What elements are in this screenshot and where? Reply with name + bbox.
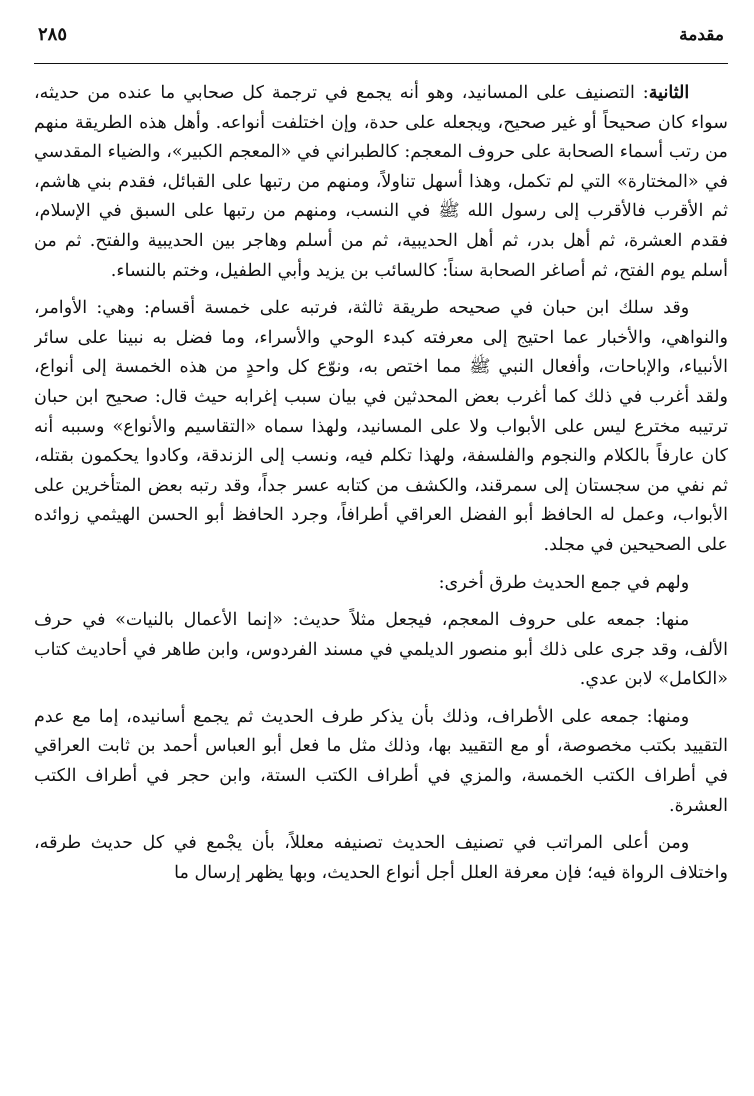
page-number: ٢٨٥ (38, 24, 68, 45)
paragraph-lead: الثانية (648, 82, 690, 103)
paragraph: وقد سلك ابن حبان في صحيحه طريقة ثالثة، فرتبه على خمسة أقسام: وهي: الأوامر، والنواهي، والأخبار عما احتيج إلى معرفته كبدء الوحي والأسراء، وما فضل به نبينا على سائر الأنبياء، والإباحات، وأفعال النبي ﷺ مما اختص به، ونوّع كل واحدٍ من هذه الخمسة إلى أنواع، ولقد أغرب في ذلك كما أغرب بعض المحدثين في بيان سبب إغرابه حيث قال: صحيح ابن حبان ترتيبه مخترع ليس على الأبواب ولا على المسانيد، ولهذا سماه «التقاسيم والأنواع» وسببه أنه كان عارفاً بالكلام والنجوم والفلسفة، ولهذا تكلم فيه، ونسب إلى الزندقة، وكادوا يحكمون بقتله، ثم نفي من سجستان إلى سمرقند، والكشف من كتابه عسر جداً، وقد رتبه بعض المتأخرين على الأبواب، وعمل له الحافظ أبو الفضل العراقي أطرافاً، وجرد الحافظ أبو الحسن الهيثمي زوائده على الصحيحين في مجلد. (34, 298, 728, 555)
book-page (34, 24, 728, 1088)
running-header (34, 24, 728, 64)
paragraph: منها: جمعه على حروف المعجم، فيجعل مثلاً حديث: «إنما الأعمال بالنيات» في حرف الألف، وقد جرى على ذلك أبو منصور الديلمي في مسند الفردوس، وابن طاهر في أحاديث كتاب «الكامل» لابن عدي. (34, 610, 728, 690)
paragraph: ومن أعلى المراتب في تصنيف الحديث تصنيفه معللاً، بأن يجْمع في كل حديث طرقه، واختلاف الرواة فيه؛ فإن معرفة العلل أجل أنواع الحديث، وبها يظهر إرسال ما (34, 833, 728, 883)
body-text (34, 64, 728, 888)
paragraph: ولهم في جمع الحديث طرق أخرى: (438, 572, 690, 593)
chapter-title: مقدمة (679, 25, 724, 45)
paragraph: ومنها: جمعه على الأطراف، وذلك بأن يذكر طرف الحديث ثم يجمع أسانيده، إما مع عدم التقييد بكتب مخصوصة، أو مع التقييد بها، وذلك مثل ما فعل أبو العباس أحمد بن ثابت العراقي في أطراف الكتب الخمسة، والمزي في أطراف الكتب الستة، وابن حجر في أطراف الكتب العشرة. (34, 706, 728, 816)
paragraph (34, 78, 728, 286)
paragraph-text: : التصنيف على المسانيد، وهو أنه يجمع في ترجمة كل صحابي ما عنده من حديثه، سواء كان صحيحاً أو غير صحيح، ويجعله على حدة، وإن اختلفت أنواعه. وأهل هذه الطريقة منهم من رتب أسماء الصحابة على حروف المعجم: كالطبراني في «المعجم الكبير»، والضياء المقدسي في «المختارة» التي لم تكمل، وهذا أسهل تناولاً، ومنهم من رتبها على القبائل، فقدم بني هاشم، ثم الأقرب فالأقرب إلى رسول الله ﷺ في النسب، ومنهم من رتبها على السبق في الإسلام، فقدم العشرة، ثم أهل بدر، ثم أهل الحديبية، ثم من أسلم وهاجر بين الحديبية والفتح. ثم من أسلم يوم الفتح، ثم أصاغر الصحابة سناً: كالسائب بن يزيد وأبي الطفيل، وختم بالنساء. (34, 83, 728, 281)
